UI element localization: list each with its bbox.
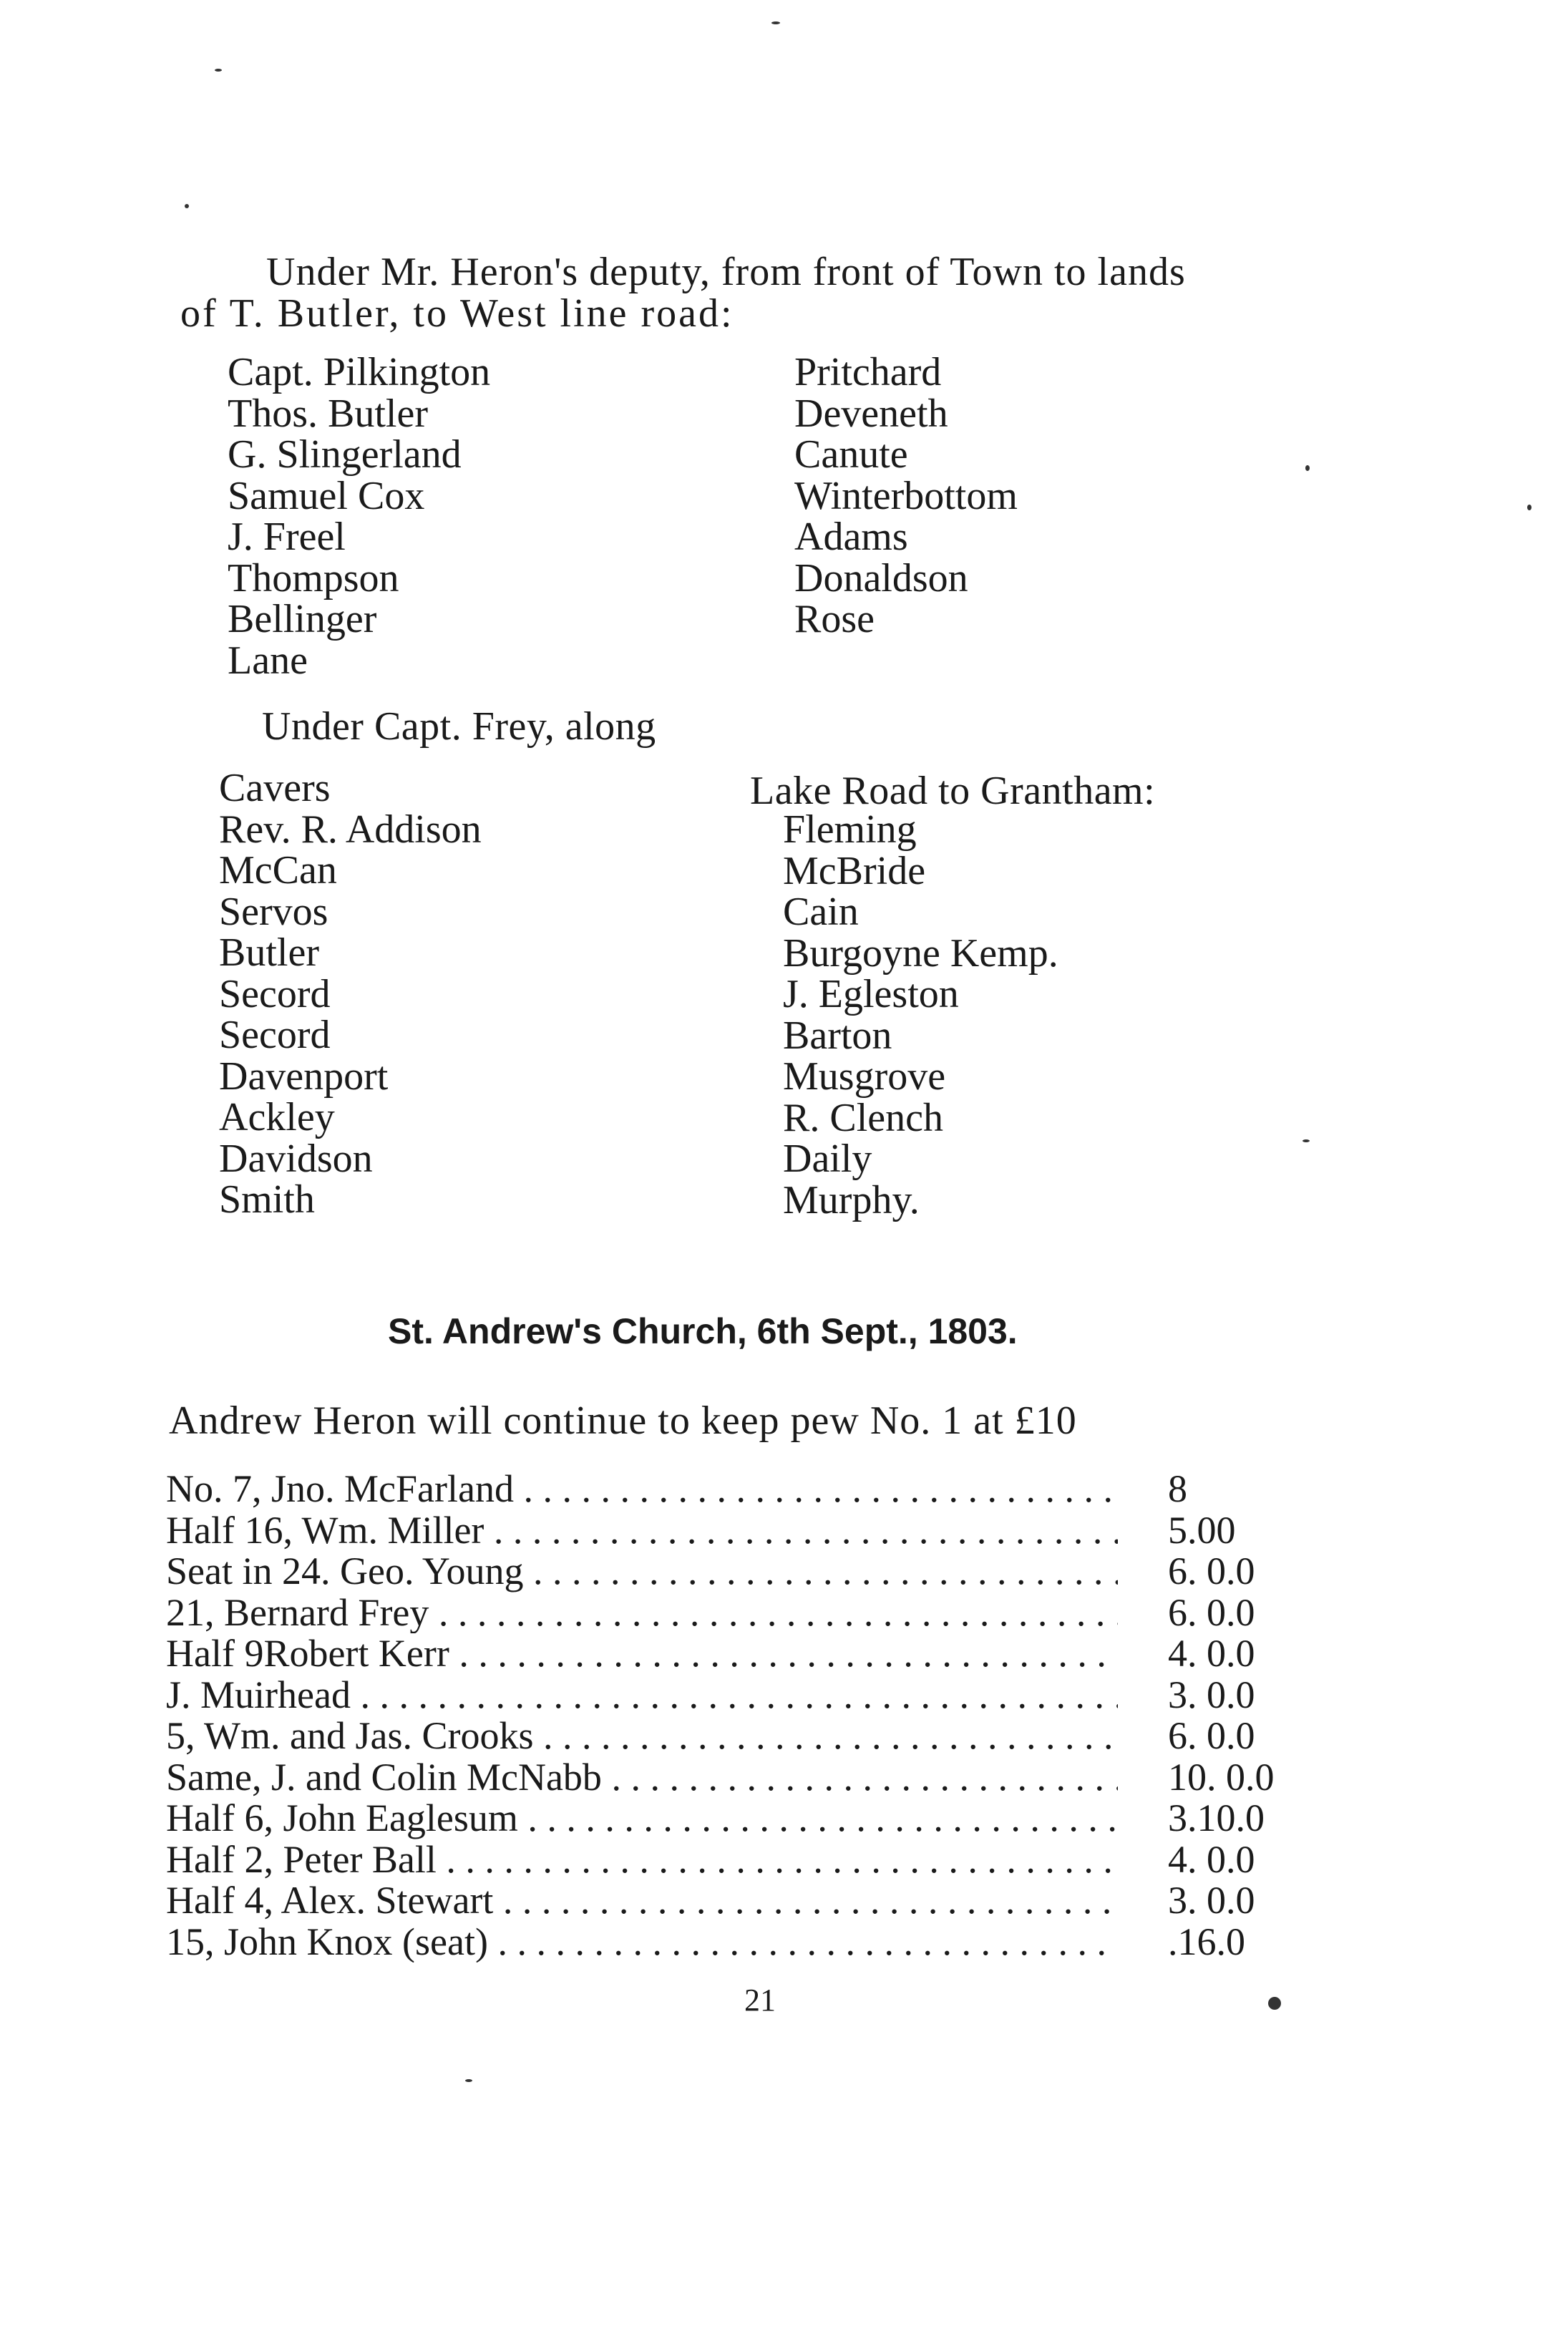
list-item: Secord (219, 971, 331, 1016)
ledger-amount: 6. 0.0 (1168, 1590, 1255, 1634)
list-item: Cain (783, 890, 859, 934)
ledger-entry: Half 9Robert Kerr . . . (166, 1633, 1118, 1675)
list-item: Burgoyne Kemp. (783, 930, 1058, 976)
ledger-row (166, 1839, 1311, 1881)
list-item: Barton (783, 1013, 892, 1058)
list-item: Capt. Pilkington (228, 350, 491, 394)
scan-speck (1527, 505, 1532, 510)
list-item: McCan (219, 848, 337, 893)
ledger-row (166, 1592, 1311, 1634)
ledger-entry: No. 7, Jno. McFarland . . . (166, 1469, 1118, 1510)
church-statement: Andrew Heron will continue to keep pew No. 1 at £10 (169, 1399, 1077, 1443)
ledger-entry: 15, John Knox (seat) . . . (166, 1922, 1118, 1963)
ledger-amount: 8 (1168, 1467, 1187, 1510)
ledger-amount: 6. 0.0 (1168, 1550, 1255, 1592)
intro-line-1: Under Mr. Heron's deputy, from front of Town to lands (266, 250, 1186, 294)
ledger-amount: .16.0 (1168, 1920, 1245, 1963)
list-item: Donaldson (794, 555, 968, 600)
list-item: Lane (228, 638, 308, 683)
list-item: Cavers (219, 766, 331, 810)
list-item: Daily (783, 1137, 872, 1181)
ledger-entry: Half 2, Peter Ball . . . (166, 1839, 1118, 1881)
ledger-amount: 10. 0.0 (1168, 1755, 1275, 1799)
ledger-amount: 5.00 (1168, 1508, 1236, 1552)
list-item: Thompson (228, 555, 399, 600)
ledger-amount: 6. 0.0 (1168, 1714, 1255, 1757)
section-b-heading: Under Capt. Frey, along (262, 704, 656, 749)
ledger-row (166, 1880, 1311, 1922)
scan-speck (771, 21, 780, 24)
ledger-row (166, 1716, 1311, 1757)
list-item: J. Freel (228, 515, 346, 559)
pew-ledger (166, 1469, 1311, 1963)
ledger-entry: 21, Bernard Frey . . . (166, 1592, 1118, 1634)
ledger-entry: Half 4, Alex. Stewart . . . (166, 1880, 1118, 1922)
list-item: Rose (794, 597, 875, 641)
scan-speck (185, 204, 189, 208)
section-b-right-heading: Lake Road to Grantham: (750, 769, 1156, 813)
ledger-entry: J. Muirhead . . . (166, 1675, 1118, 1716)
list-item: McBride (783, 848, 926, 893)
scan-speck (465, 2079, 472, 2082)
ledger-amount: 3. 0.0 (1168, 1879, 1255, 1922)
list-item: Samuel Cox (228, 473, 425, 518)
list-item: Smith (219, 1177, 315, 1222)
list-item: Deveneth (794, 391, 948, 436)
ledger-row (166, 1510, 1311, 1552)
list-item: Davenport (219, 1054, 389, 1099)
ledger-entry: 5, Wm. and Jas. Crooks . . . (166, 1716, 1118, 1757)
ledger-row (166, 1922, 1311, 1963)
list-item: Thos. Butler (228, 391, 428, 436)
list-b-left-column (219, 768, 482, 1221)
list-item: Murphy. (783, 1177, 920, 1222)
list-item: Pritchard (794, 350, 942, 394)
list-item: Butler (219, 930, 319, 975)
list-item: Ackley (219, 1095, 335, 1139)
ledger-entry: Half 16, Wm. Miller . . . (166, 1510, 1118, 1552)
scan-speck (215, 69, 222, 72)
scan-speck (1305, 465, 1310, 471)
ledger-row (166, 1798, 1311, 1839)
ledger-amount: 4. 0.0 (1168, 1837, 1255, 1881)
ledger-entry: Same, J. and Colin McNabb . . . (166, 1757, 1118, 1799)
ledger-entry: Half 6, John Eaglesum . . . (166, 1798, 1118, 1839)
list-item: R. Clench (783, 1095, 943, 1140)
ledger-row (166, 1633, 1311, 1675)
list-item: Winterbottom (794, 473, 1018, 518)
list-item: Canute (794, 432, 908, 477)
page-number: 21 (744, 1983, 776, 2018)
list-item: Servos (219, 889, 328, 934)
list-item: J. Egleston (783, 972, 959, 1016)
list-item: G. Slingerland (228, 432, 462, 477)
ledger-row (166, 1757, 1311, 1799)
intro-line-2: of T. Butler, to West line road: (180, 291, 734, 336)
list-a-right-column (794, 352, 1018, 641)
list-item: Bellinger (228, 597, 377, 641)
list-item: Secord (219, 1013, 331, 1057)
ledger-row (166, 1675, 1311, 1716)
list-item: Rev. R. Addison (219, 807, 482, 852)
scan-speck (1268, 1997, 1281, 2010)
ledger-row (166, 1551, 1311, 1592)
ledger-amount: 4. 0.0 (1168, 1632, 1255, 1675)
list-b-right-column (783, 809, 1058, 1221)
scan-speck (1302, 1139, 1310, 1142)
ledger-row (166, 1469, 1311, 1510)
list-item: Musgrove (783, 1054, 946, 1099)
church-heading: St. Andrew's Church, 6th Sept., 1803. (388, 1311, 1018, 1351)
ledger-amount: 3. 0.0 (1168, 1673, 1255, 1716)
ledger-amount: 3.10.0 (1168, 1796, 1265, 1839)
list-a-left-column (228, 352, 490, 681)
list-item: Davidson (219, 1136, 373, 1181)
list-item: Fleming (783, 807, 917, 852)
list-item: Adams (794, 515, 908, 559)
ledger-entry: Seat in 24. Geo. Young . . . (166, 1551, 1118, 1592)
